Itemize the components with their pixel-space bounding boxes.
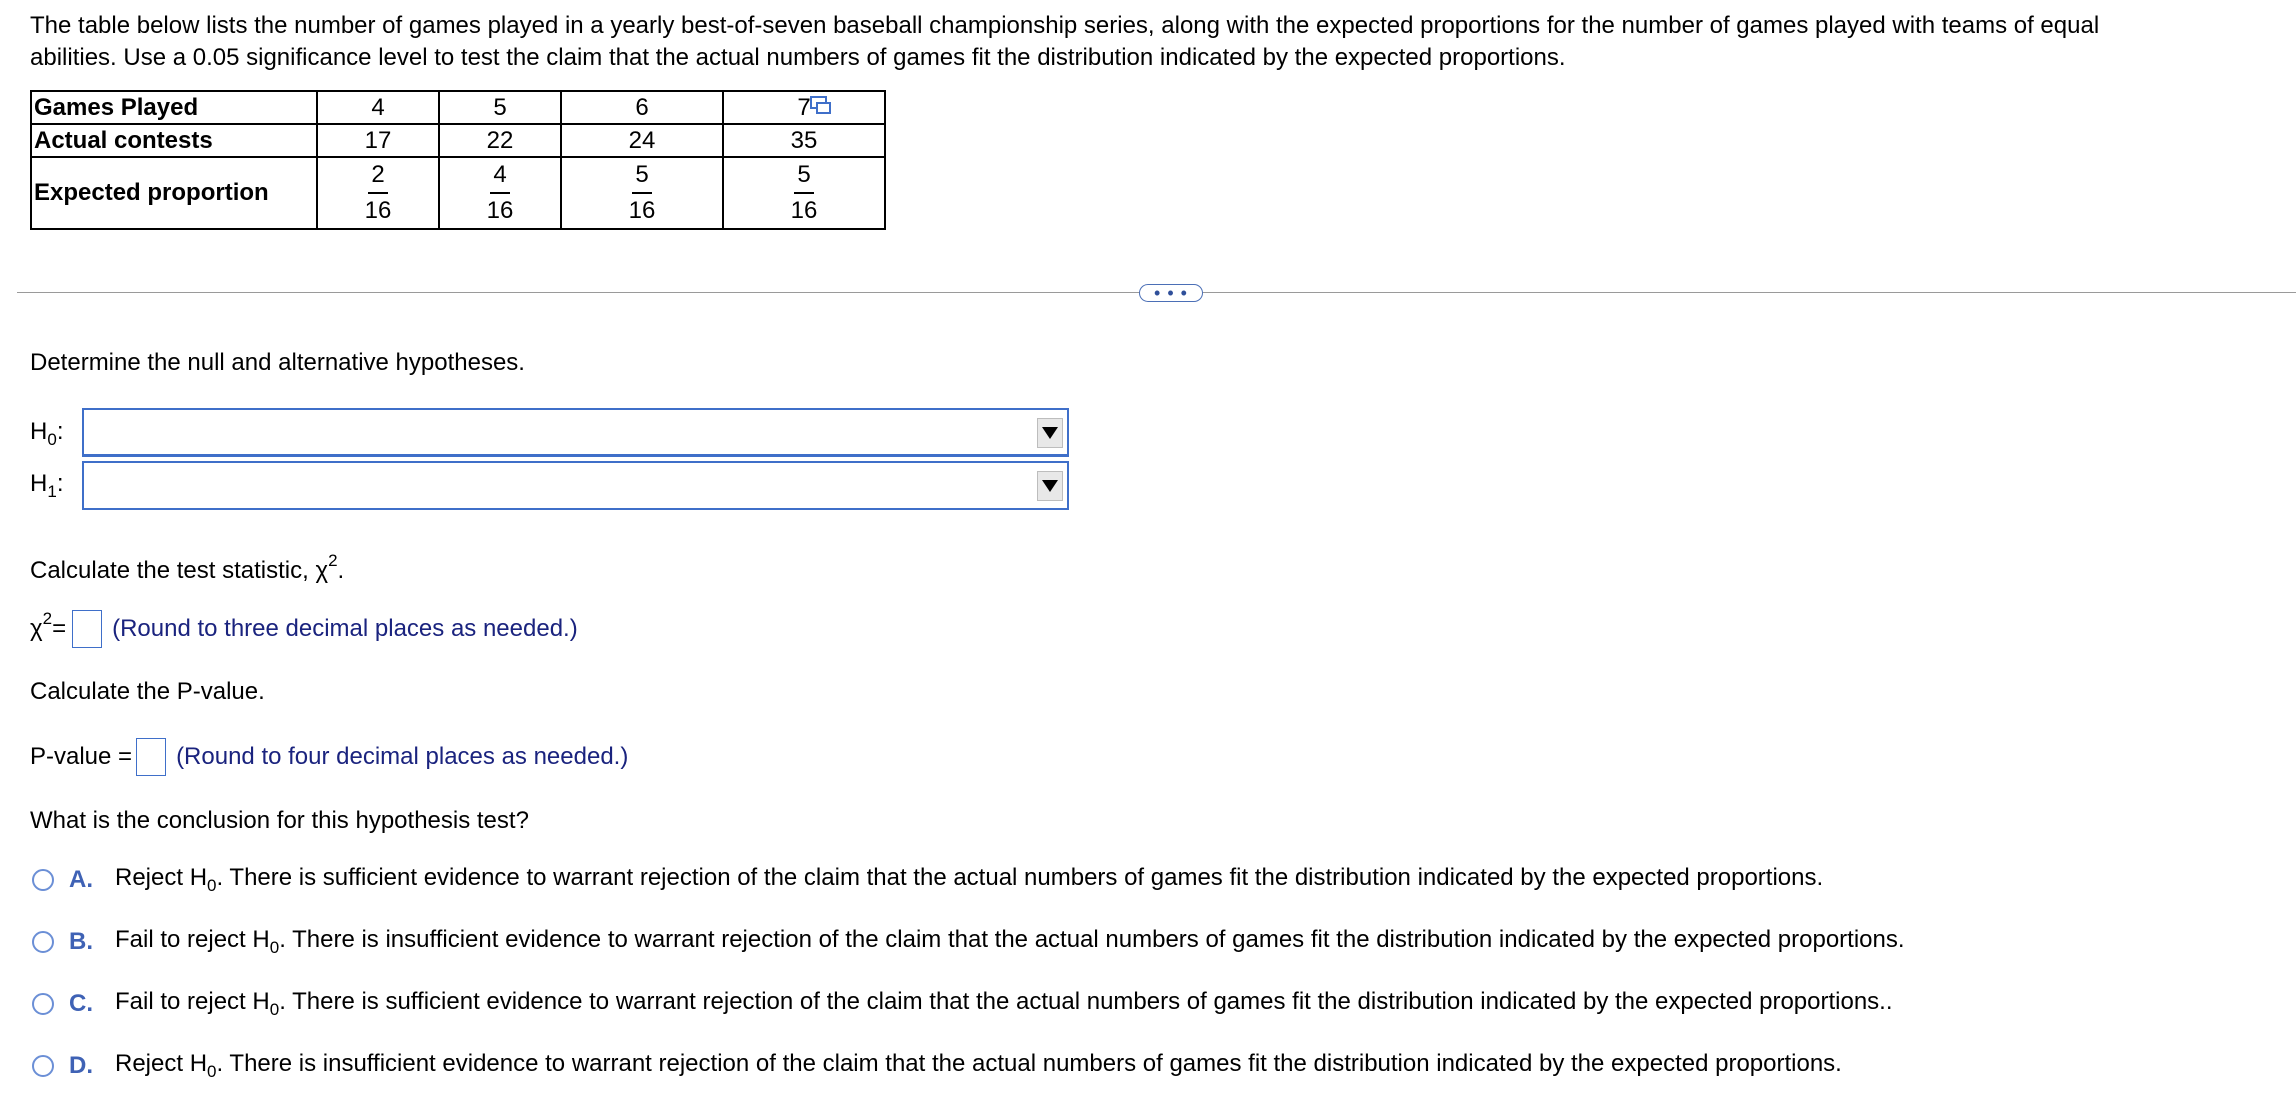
fraction-numerator: 2 xyxy=(368,161,387,194)
table-row-actual-contests xyxy=(31,124,885,157)
option-c-text xyxy=(115,988,1893,1020)
fraction-denominator: 16 xyxy=(628,197,656,224)
table-row-games-played xyxy=(31,91,885,124)
copy-table-icon[interactable] xyxy=(810,96,832,116)
option-d-radio[interactable] xyxy=(32,1055,54,1077)
option-a-pre: Reject H xyxy=(115,864,208,891)
row-label-actual-contests: Actual contests xyxy=(31,124,317,157)
option-d-letter: D. xyxy=(69,1052,93,1079)
cell-actual: 22 xyxy=(439,124,561,157)
option-c-subscript: 0 xyxy=(269,1000,280,1019)
fraction xyxy=(365,161,392,225)
option-c-post: . There is sufficient evidence to warrant rejection of the claim that the actual numbers of games fit the distribution indicated by the expected proportions.. xyxy=(279,988,1893,1015)
cell-expected xyxy=(439,157,561,229)
chi-square-equals: = xyxy=(52,615,67,642)
statistic-prompt-end: . xyxy=(337,557,345,584)
option-b-pre: Fail to reject H xyxy=(115,926,270,953)
statistic-prompt-text: Calculate the test statistic, χ xyxy=(30,557,329,584)
option-b[interactable] xyxy=(32,922,1905,962)
option-d[interactable] xyxy=(32,1046,1842,1086)
h1-letter: H xyxy=(30,470,48,497)
option-c-pre: Fail to reject H xyxy=(115,988,270,1015)
chi-square-symbol: χ xyxy=(30,615,43,642)
chi-square-input[interactable] xyxy=(72,610,102,648)
option-b-post: . There is insufficient evidence to warrant rejection of the claim that the actual numbers of games fit the distribution indicated by the expected proportions. xyxy=(279,926,1905,953)
h0-letter: H xyxy=(30,418,48,445)
h0-colon: : xyxy=(56,418,64,445)
option-b-letter: B. xyxy=(69,928,93,955)
question-prompt xyxy=(30,10,2280,74)
option-d-post: . There is insufficient evidence to warrant rejection of the claim that the actual numbers of games fit the distribution indicated by the expected proportions. xyxy=(216,1050,1842,1077)
table-row-expected-proportion xyxy=(31,157,885,229)
pvalue-round-hint: (Round to four decimal places as needed.) xyxy=(176,743,629,770)
option-d-subscript: 0 xyxy=(207,1062,217,1081)
cell-expected xyxy=(723,157,885,229)
h1-select[interactable] xyxy=(82,461,1069,510)
option-c-radio[interactable] xyxy=(32,993,54,1015)
games-table xyxy=(30,90,886,230)
option-b-subscript: 0 xyxy=(269,938,280,957)
h1-subscript: 1 xyxy=(47,482,57,501)
option-a[interactable] xyxy=(32,860,1823,900)
option-d-text xyxy=(115,1050,1842,1082)
option-b-radio[interactable] xyxy=(32,931,54,953)
h1-dropdown-arrow[interactable] xyxy=(1037,471,1063,501)
fraction xyxy=(791,161,818,225)
fraction-denominator: 16 xyxy=(364,197,392,224)
option-a-post: . There is sufficient evidence to warrant rejection of the claim that the actual numbers of games fit the distribution indicated by the expected proportions. xyxy=(216,864,1824,891)
expand-more-button[interactable]: • • • xyxy=(1139,284,1203,302)
pvalue-input[interactable] xyxy=(136,738,166,776)
fraction xyxy=(487,161,514,225)
fraction-numerator: 5 xyxy=(632,161,651,194)
row-label-expected-proportion: Expected proportion xyxy=(31,157,317,229)
cell-actual: 35 xyxy=(723,124,885,157)
fraction-denominator: 16 xyxy=(790,197,818,224)
fraction-numerator: 4 xyxy=(490,161,509,194)
triangle-down-icon xyxy=(1042,479,1058,493)
option-a-subscript: 0 xyxy=(207,876,217,895)
option-d-pre: Reject H xyxy=(115,1050,208,1077)
cell-actual: 24 xyxy=(561,124,723,157)
cell-expected xyxy=(561,157,723,229)
fraction xyxy=(629,161,656,225)
question-prompt-line-1: The table below lists the number of games played in a yearly best-of-seven baseball championship series, along with the expected proportions for the number of games played with teams of equal xyxy=(30,12,2100,39)
option-c-letter: C. xyxy=(69,990,93,1017)
h0-select[interactable] xyxy=(82,408,1069,457)
cell-actual: 17 xyxy=(317,124,439,157)
pvalue-label: P-value = xyxy=(30,743,133,770)
h0-dropdown-arrow[interactable] xyxy=(1037,418,1063,448)
conclusion-prompt: What is the conclusion for this hypothesis test? xyxy=(30,807,529,834)
statistic-row xyxy=(30,610,578,648)
row-label-games-played: Games Played xyxy=(31,91,317,124)
cell-games: 5 xyxy=(439,91,561,124)
option-a-letter: A. xyxy=(69,866,93,893)
h1-colon: : xyxy=(56,470,64,497)
triangle-down-icon xyxy=(1042,426,1058,440)
cell-games: 6 xyxy=(561,91,723,124)
fraction-denominator: 16 xyxy=(486,197,514,224)
cell-games: 7 xyxy=(723,91,885,124)
option-a-radio[interactable] xyxy=(32,869,54,891)
question-prompt-line-2: abilities. Use a 0.05 significance level to test the claim that the actual numbers of games fit the distribution indicated by the expected proportions. xyxy=(30,44,1566,71)
fraction-numerator: 5 xyxy=(794,161,813,194)
option-c[interactable] xyxy=(32,984,1893,1024)
chi-square-superscript: 2 xyxy=(42,609,53,628)
h0-label xyxy=(30,418,63,450)
statistic-prompt xyxy=(30,546,344,586)
option-a-text xyxy=(115,864,1823,896)
cell-expected xyxy=(317,157,439,229)
hypotheses-prompt: Determine the null and alternative hypotheses. xyxy=(30,349,525,376)
statistic-prompt-superscript: 2 xyxy=(328,551,338,570)
h1-label xyxy=(30,470,63,502)
h0-subscript: 0 xyxy=(47,430,57,449)
cell-games: 4 xyxy=(317,91,439,124)
pvalue-row xyxy=(30,738,628,776)
option-b-text xyxy=(115,926,1905,958)
pvalue-prompt: Calculate the P-value. xyxy=(30,678,265,705)
statistic-round-hint: (Round to three decimal places as needed.) xyxy=(112,615,578,642)
